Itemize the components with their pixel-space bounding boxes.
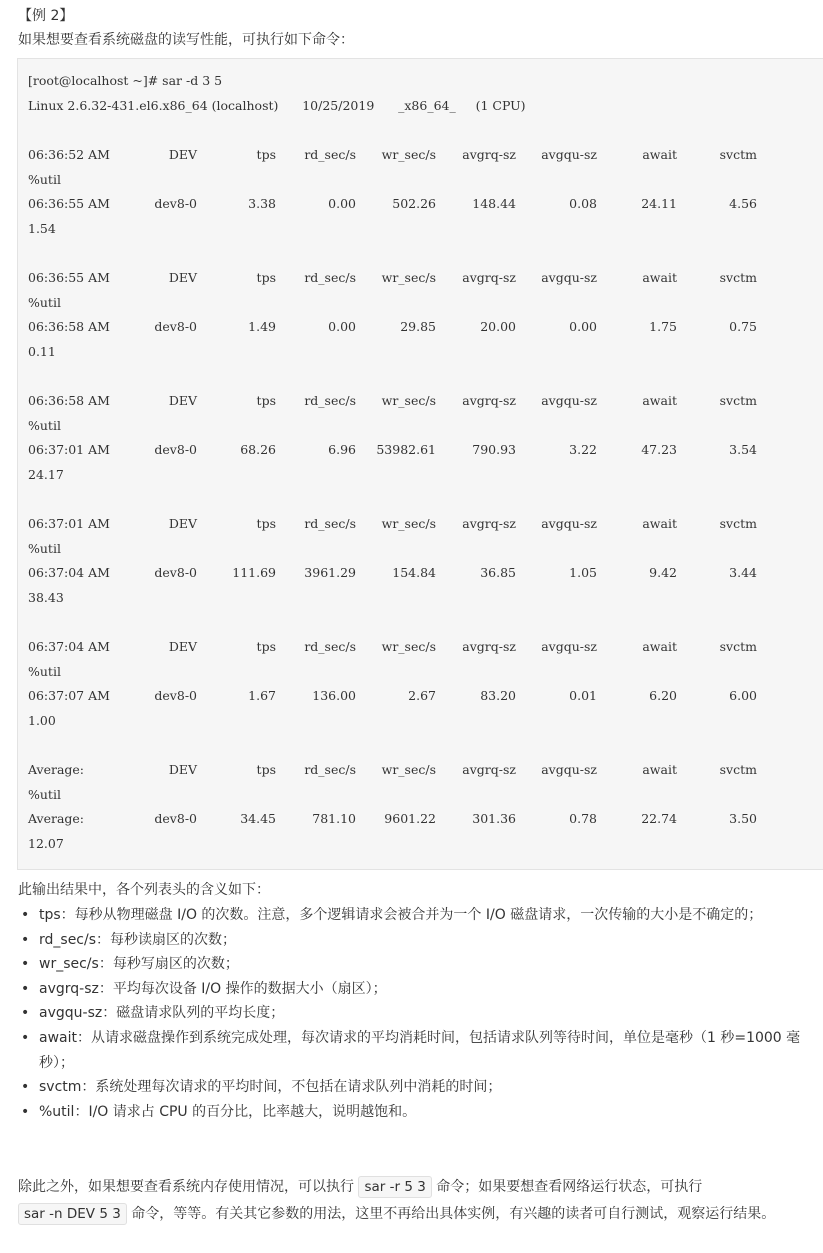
row-value: 20.00: [480, 319, 516, 334]
column-header: svctm: [719, 639, 757, 654]
header-time: Average:: [28, 762, 85, 777]
column-header: DEV: [168, 393, 197, 408]
row-value: 83.20: [480, 688, 516, 703]
row-time: 06:36:58 AM: [28, 319, 110, 334]
row-value: 24.11: [641, 196, 677, 211]
column-header: await: [642, 270, 677, 285]
row-value: 3.38: [248, 196, 276, 211]
row-value: 3.22: [569, 442, 597, 457]
column-header: avgqu-sz: [541, 147, 597, 162]
column-header: wr_sec/s: [381, 147, 436, 162]
column-header: avgrq-sz: [462, 762, 516, 777]
column-header: rd_sec/s: [304, 270, 356, 285]
row-time: Average:: [28, 811, 85, 826]
row-util: 1.54: [28, 220, 56, 236]
column-header-util: %util: [28, 171, 61, 187]
code-sysinfo: Linux 2.6.32-431.el6.x86_64 (localhost) 10/25/2019 _x86_64_ (1 CPU): [28, 98, 526, 113]
row-value: dev8-0: [154, 811, 197, 826]
row-value: 53982.61: [376, 442, 436, 457]
list-item: • wr_sec/s：每秒写扇区的次数；: [18, 952, 818, 977]
code-block: [17, 58, 823, 870]
row-value: 0.08: [569, 196, 597, 211]
header-time: 06:37:01 AM: [28, 516, 110, 531]
column-header: DEV: [168, 270, 197, 285]
row-value: 154.84: [392, 565, 436, 580]
row-value: 0.00: [328, 196, 356, 211]
row-value: dev8-0: [154, 565, 197, 580]
column-header-util: %util: [28, 786, 61, 802]
row-time: 06:37:04 AM: [28, 565, 110, 580]
column-header: avgqu-sz: [541, 393, 597, 408]
column-header-util: %util: [28, 294, 61, 310]
closing-text-3: 命令，等等。有关其它参数的用法，这里不再给出具体实例，有兴趣的读者可自行测试，观察运行结果。: [131, 1206, 776, 1222]
column-header: svctm: [719, 270, 757, 285]
row-util: 24.17: [28, 466, 64, 482]
header-time: 06:36:55 AM: [28, 270, 110, 285]
header-time: 06:37:04 AM: [28, 639, 110, 654]
row-value: 0.78: [569, 811, 597, 826]
row-value: dev8-0: [154, 319, 197, 334]
column-header: wr_sec/s: [381, 393, 436, 408]
header-time: 06:36:58 AM: [28, 393, 110, 408]
row-value: 47.23: [641, 442, 677, 457]
closing-text-1: 除此之外，如果想要查看系统内存使用情况，可以执行: [18, 1179, 354, 1195]
list-item: • await：从请求磁盘操作到系统完成处理，每次请求的平均消耗时间，包括请求队列等待时间，单位是毫秒（1 秒=1000 毫秒）；: [18, 1026, 818, 1075]
row-value: 3.44: [729, 565, 757, 580]
row-value: 22.74: [641, 811, 677, 826]
row-util: 12.07: [28, 835, 64, 851]
column-header: avgqu-sz: [541, 762, 597, 777]
column-header: await: [642, 762, 677, 777]
column-header: rd_sec/s: [304, 147, 356, 162]
row-value: 0.75: [729, 319, 757, 334]
row-value: 3961.29: [304, 565, 356, 580]
row-value: 0.00: [569, 319, 597, 334]
column-header: tps: [256, 147, 276, 162]
row-value: 29.85: [400, 319, 436, 334]
column-header: tps: [256, 639, 276, 654]
row-time: 06:36:55 AM: [28, 196, 110, 211]
row-value: 6.20: [649, 688, 677, 703]
row-value: dev8-0: [154, 688, 197, 703]
row-value: 6.00: [729, 688, 757, 703]
list-item: • rd_sec/s：每秒读扇区的次数；: [18, 928, 818, 953]
column-header: tps: [256, 762, 276, 777]
inline-code-sar-n: sar -n DEV 5 3: [18, 1203, 127, 1225]
column-header: avgrq-sz: [462, 393, 516, 408]
column-header: wr_sec/s: [381, 270, 436, 285]
header-time: 06:36:52 AM: [28, 147, 110, 162]
row-value: 1.75: [649, 319, 677, 334]
column-header: avgrq-sz: [462, 639, 516, 654]
description-text: 此输出结果中，各个列表头的含义如下：: [18, 882, 270, 898]
column-header: wr_sec/s: [381, 762, 436, 777]
row-value: 0.01: [569, 688, 597, 703]
intro-text: 如果想要查看系统磁盘的读写性能，可执行如下命令：: [18, 32, 354, 48]
row-time: 06:37:01 AM: [28, 442, 110, 457]
row-value: 1.05: [569, 565, 597, 580]
row-value: 0.00: [328, 319, 356, 334]
closing-text-2: 命令；如果要想查看网络运行状态，可执行: [436, 1179, 703, 1195]
row-value: 301.36: [472, 811, 516, 826]
row-value: 3.50: [729, 811, 757, 826]
column-header: avgrq-sz: [462, 516, 516, 531]
row-value: 790.93: [472, 442, 516, 457]
column-header: svctm: [719, 762, 757, 777]
column-header: rd_sec/s: [304, 639, 356, 654]
column-header: avgqu-sz: [541, 270, 597, 285]
column-header: DEV: [168, 762, 197, 777]
row-value: 68.26: [240, 442, 276, 457]
column-header: wr_sec/s: [381, 639, 436, 654]
column-header: svctm: [719, 147, 757, 162]
column-header: wr_sec/s: [381, 516, 436, 531]
row-util: 1.00: [28, 712, 56, 728]
column-header-util: %util: [28, 417, 61, 433]
column-header: svctm: [719, 393, 757, 408]
column-header: avgqu-sz: [541, 516, 597, 531]
row-util: 38.43: [28, 589, 64, 605]
list-item: • tps：每秒从物理磁盘 I/O 的次数。注意，多个逻辑请求会被合并为一个 I/O 磁盘请求，一次传输的大小是不确定的；: [18, 903, 818, 928]
column-header: svctm: [719, 516, 757, 531]
definitions-list: [18, 903, 818, 1124]
row-value: 34.45: [240, 811, 276, 826]
column-header: tps: [256, 516, 276, 531]
inline-code-sar-r: sar -r 5 3: [358, 1176, 431, 1198]
column-header: avgrq-sz: [462, 270, 516, 285]
row-value: 1.67: [248, 688, 276, 703]
list-item: • svctm：系统处理每次请求的平均时间，不包括在请求队列中消耗的时间；: [18, 1075, 818, 1100]
row-value: 502.26: [392, 196, 436, 211]
column-header: rd_sec/s: [304, 516, 356, 531]
row-value: 4.56: [729, 196, 757, 211]
row-value: 148.44: [472, 196, 516, 211]
row-value: 111.69: [232, 565, 276, 580]
column-header: DEV: [168, 516, 197, 531]
list-item: • avgrq-sz：平均每次设备 I/O 操作的数据大小（扇区）；: [18, 977, 818, 1002]
row-value: dev8-0: [154, 442, 197, 457]
row-value: 3.54: [729, 442, 757, 457]
column-header: await: [642, 393, 677, 408]
row-value: 9.42: [649, 565, 677, 580]
row-value: 9601.22: [384, 811, 436, 826]
row-value: 136.00: [312, 688, 356, 703]
list-item: • avgqu-sz：磁盘请求队列的平均长度；: [18, 1001, 818, 1026]
column-header: avgrq-sz: [462, 147, 516, 162]
row-util: 0.11: [28, 343, 56, 359]
column-header: DEV: [168, 147, 197, 162]
example-heading: 【例 2】: [18, 8, 74, 24]
column-header-util: %util: [28, 663, 61, 679]
column-header: await: [642, 639, 677, 654]
row-value: 2.67: [408, 688, 436, 703]
column-header: await: [642, 516, 677, 531]
column-header: await: [642, 147, 677, 162]
row-time: 06:37:07 AM: [28, 688, 110, 703]
column-header: avgqu-sz: [541, 639, 597, 654]
row-value: dev8-0: [154, 196, 197, 211]
column-header: tps: [256, 393, 276, 408]
column-header: DEV: [168, 639, 197, 654]
column-header: tps: [256, 270, 276, 285]
list-item: • %util：I/O 请求占 CPU 的百分比，比率越大，说明越饱和。: [18, 1100, 818, 1125]
column-header: rd_sec/s: [304, 393, 356, 408]
row-value: 6.96: [328, 442, 356, 457]
column-header: rd_sec/s: [304, 762, 356, 777]
column-header-util: %util: [28, 540, 61, 556]
row-value: 36.85: [480, 565, 516, 580]
row-value: 781.10: [312, 811, 356, 826]
code-command: [root@localhost ~]# sar -d 3 5: [28, 73, 223, 88]
row-value: 1.49: [248, 319, 276, 334]
closing-paragraph: [18, 1174, 818, 1228]
